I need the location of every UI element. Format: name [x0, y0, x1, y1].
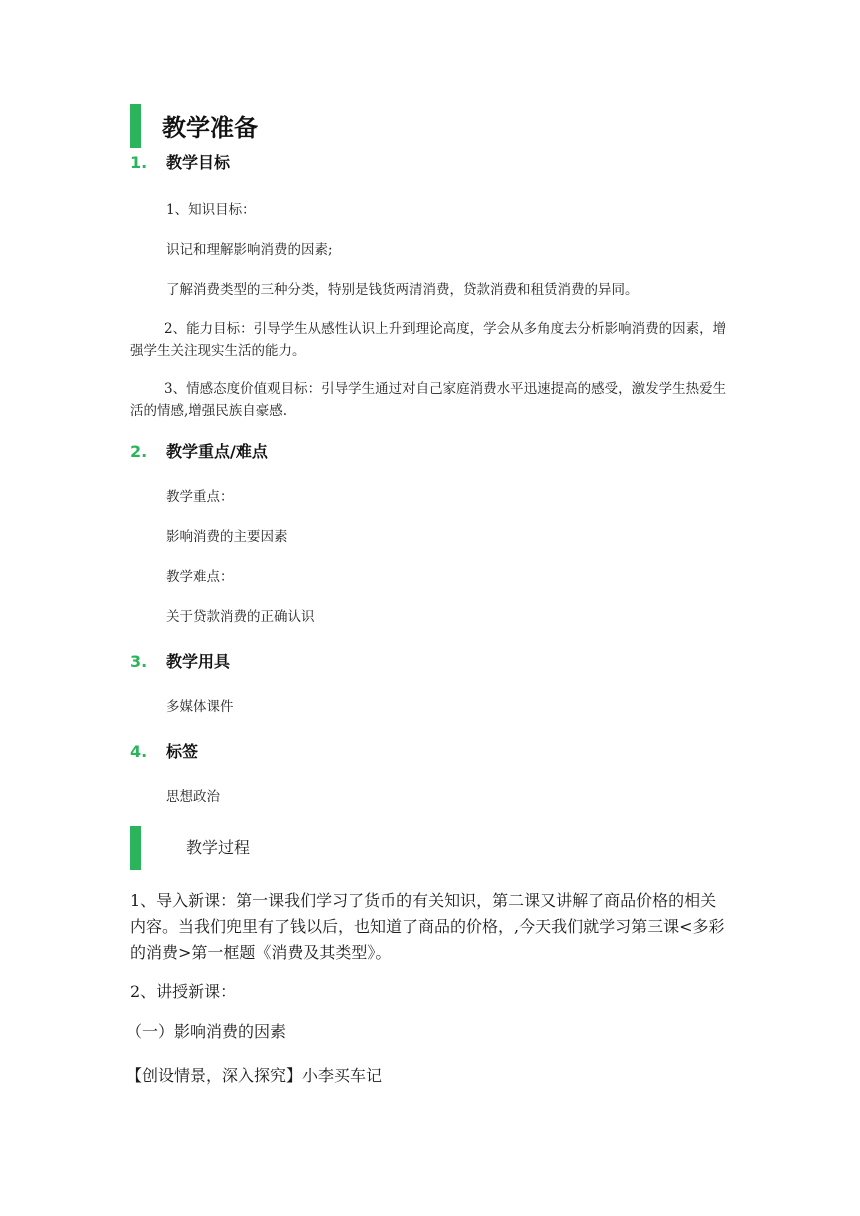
difficulty-label: 教学难点：	[166, 569, 234, 585]
scenario-heading: 【创设情景，深入探究】小李买车记	[126, 1066, 383, 1085]
section-number: 1.	[130, 153, 148, 172]
emotion-goal: 3、情感态度价值观目标：引导学生通过对自己家庭消费水平迅速提高的感受，激发学生热爱生活的情感,增强民族自豪感.	[130, 381, 727, 419]
section-title: 教学用具	[166, 652, 231, 671]
knowledge-goal-label: 1、知识目标：	[166, 202, 256, 218]
difficulty-text: 关于贷款消费的正确认识	[166, 609, 315, 625]
key-point-label: 教学重点：	[166, 489, 234, 505]
new-lesson-label: 2、讲授新课：	[130, 982, 237, 1001]
process-title: 教学过程	[186, 838, 251, 857]
intro-paragraph: 1、导入新课：第一课我们学习了货币的有关知识，第二课又讲解了商品价格的相关内容。当我们兜里有了钱以后，也知道了商品的价格，,今天我们就学习第三课<多彩的消费>第一框题《消费及其类型》。	[130, 891, 725, 962]
section-title: 标签	[166, 742, 199, 761]
section-number: 4.	[130, 742, 148, 761]
subsection-heading: （一）影响消费的因素	[126, 1022, 287, 1041]
section-number: 2.	[130, 442, 148, 461]
subject-tag: 思想政治	[166, 789, 220, 805]
section-number: 3.	[130, 652, 148, 671]
key-point-text: 影响消费的主要因素	[166, 529, 288, 545]
section-title: 教学重点/难点	[166, 442, 268, 461]
knowledge-goal-text-1: 识记和理解影响消费的因素;	[166, 242, 333, 258]
teaching-tools: 多媒体课件	[166, 699, 234, 715]
section-title: 教学目标	[166, 153, 231, 172]
ability-goal: 2、能力目标：引导学生从感性认识上升到理论高度，学会从多角度去分析影响消费的因素，增强学生关注现实生活的能力。	[130, 321, 727, 359]
heading-accent-bar	[130, 104, 141, 148]
heading-accent-bar	[130, 826, 141, 870]
page-title: 教学准备	[162, 114, 258, 142]
knowledge-goal-text-2: 了解消费类型的三种分类，特别是钱货两清消费，贷款消费和租赁消费的异同。	[166, 282, 639, 298]
